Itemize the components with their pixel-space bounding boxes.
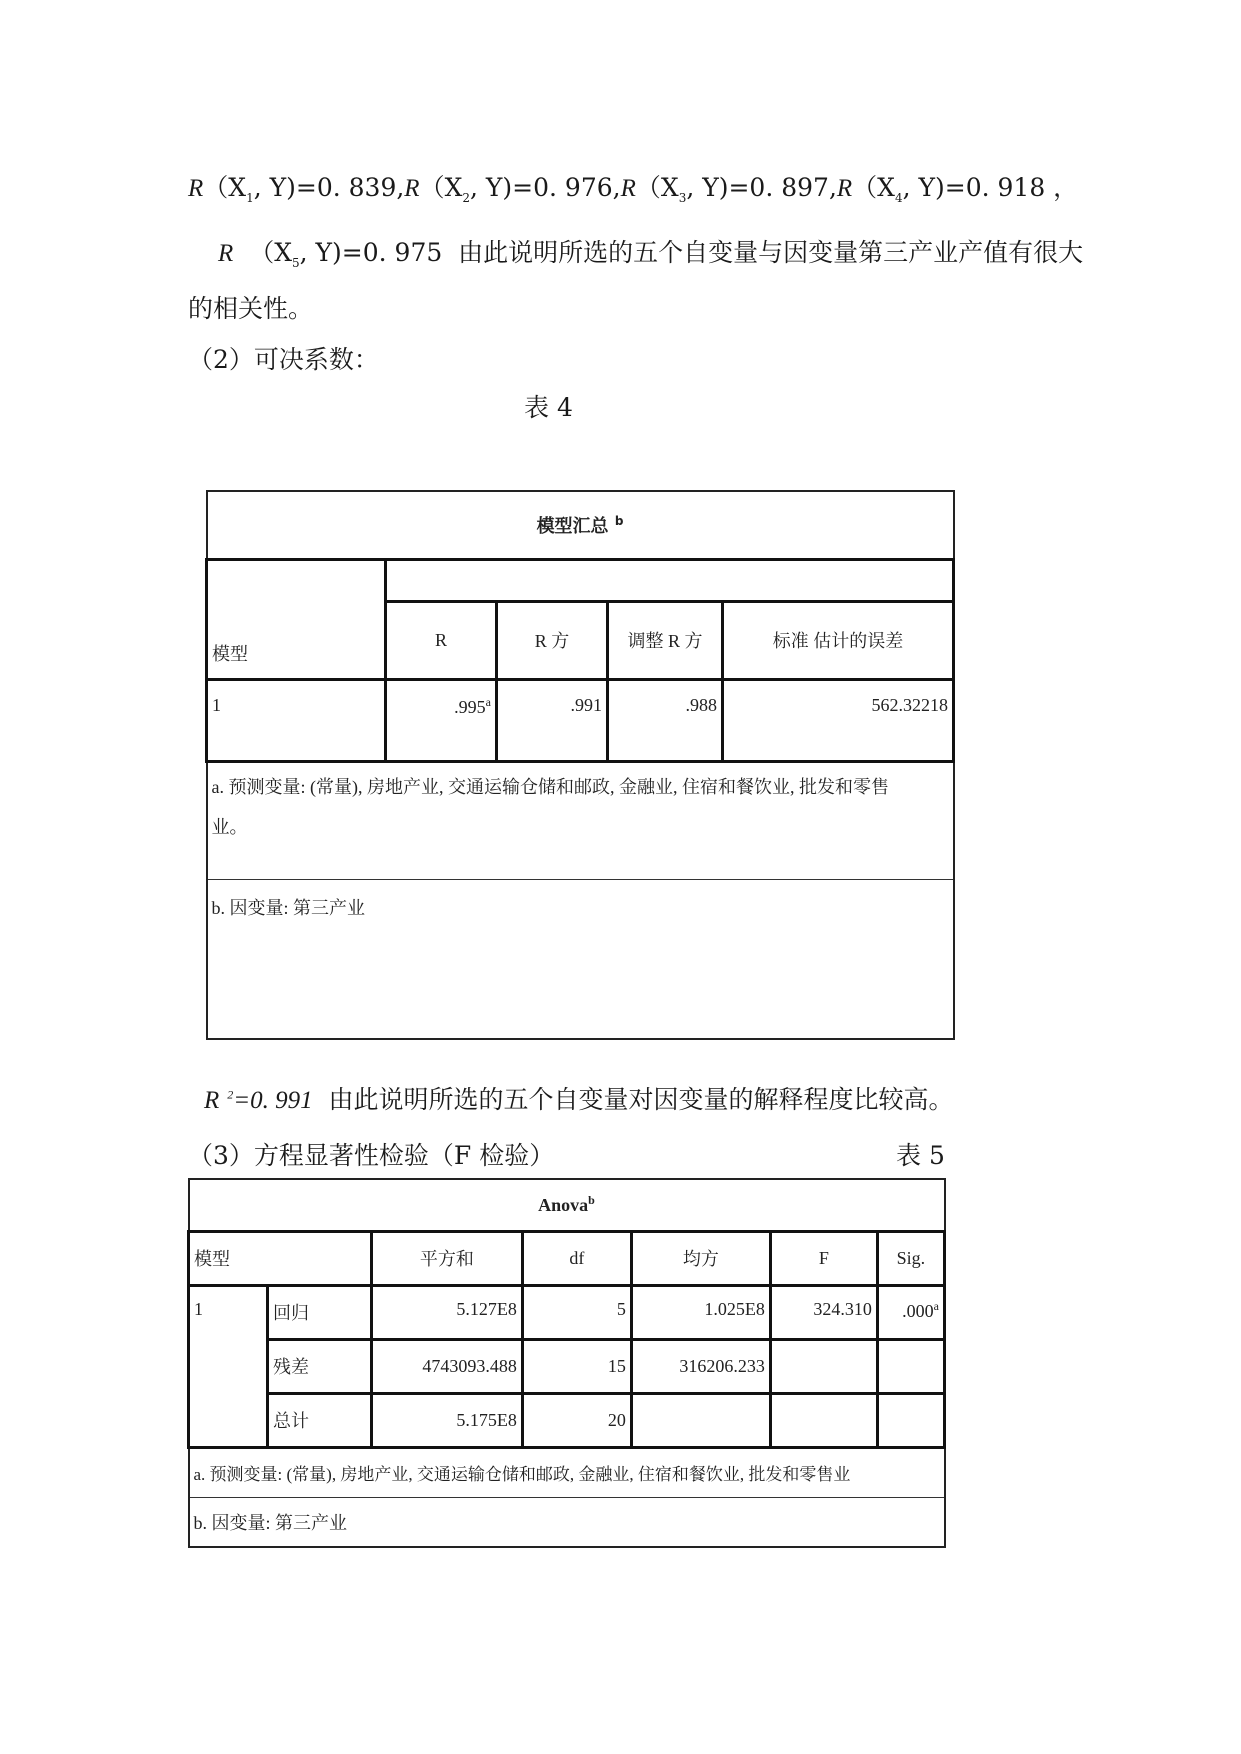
table-row: 1 回归 5.127E8 5 1.025E8 324.310 .000$^a$	[189, 1285, 945, 1339]
section-heading-2: （2）可决系数：	[188, 345, 379, 374]
table5-note-a: a. 预测变量: (常量), 房地产业, 交通运输仓储和邮政, 金融业, 住宿和餐饮业, 批发和零售业	[189, 1447, 945, 1497]
table-row: 总计 5.175E8 20	[189, 1393, 945, 1447]
table4-title: 模型汇总 $^b$	[207, 491, 954, 559]
model-summary-table	[205, 490, 955, 1040]
table4-header-std-error: 标准 估计的误差	[723, 601, 954, 679]
table5-caption: 表 5	[896, 1141, 945, 1170]
table4-note-a: a. 预测变量: (常量), 房地产业, 交通运输仓储和邮政, 金融业, 住宿和餐饮业, 批发和零售 业。	[207, 761, 954, 879]
table-row: 1 .995$^a$ .991 .988 562.32218	[207, 679, 954, 761]
table5-title: Anova$^b$	[189, 1179, 945, 1231]
table5-header-ss: 平方和	[371, 1231, 522, 1285]
r-squared-line: R $^2$=0. 991 由此说明所选的五个自变量对因变量的解释程度比较高。	[204, 1085, 954, 1114]
correlation-line-2: R （$X_5$, Y)=0. 975 由此说明所选的五个自变量与因变量第三产业产值有很大	[218, 238, 1084, 270]
correlation-line-1: $R(X_1$, Y)=0. $839,R(X_2$, Y)=0. $976,R(X_3$, Y)=0. $897,R(X_4$, Y)=0. 918 ，	[188, 173, 1079, 205]
table5-header-df: df	[522, 1231, 631, 1285]
table4-header-r: R	[386, 601, 497, 679]
table5-header-sig: Sig.	[877, 1231, 944, 1285]
table4-caption: 表 4	[524, 393, 573, 422]
table5-header-f: F	[770, 1231, 877, 1285]
table5-note-b: b. 因变量: 第三产业	[189, 1497, 945, 1547]
correlation-conclusion: 的相关性。	[188, 294, 314, 323]
section-heading-3: （3）方程显著性检验（F 检验）	[188, 1141, 555, 1170]
table4-note-b: b. 因变量: 第三产业	[207, 879, 954, 1039]
table-row: 残差 4743093.488 15 316206.233	[189, 1339, 945, 1393]
anova-table	[187, 1178, 946, 1548]
table5-header-ms: 均方	[631, 1231, 770, 1285]
table4-header-r2: R 方	[497, 601, 608, 679]
table5-header-model: 模型	[189, 1231, 372, 1285]
table4-header-adj-r2: 调整 R 方	[608, 601, 723, 679]
table4-header-model: 模型	[207, 559, 386, 679]
